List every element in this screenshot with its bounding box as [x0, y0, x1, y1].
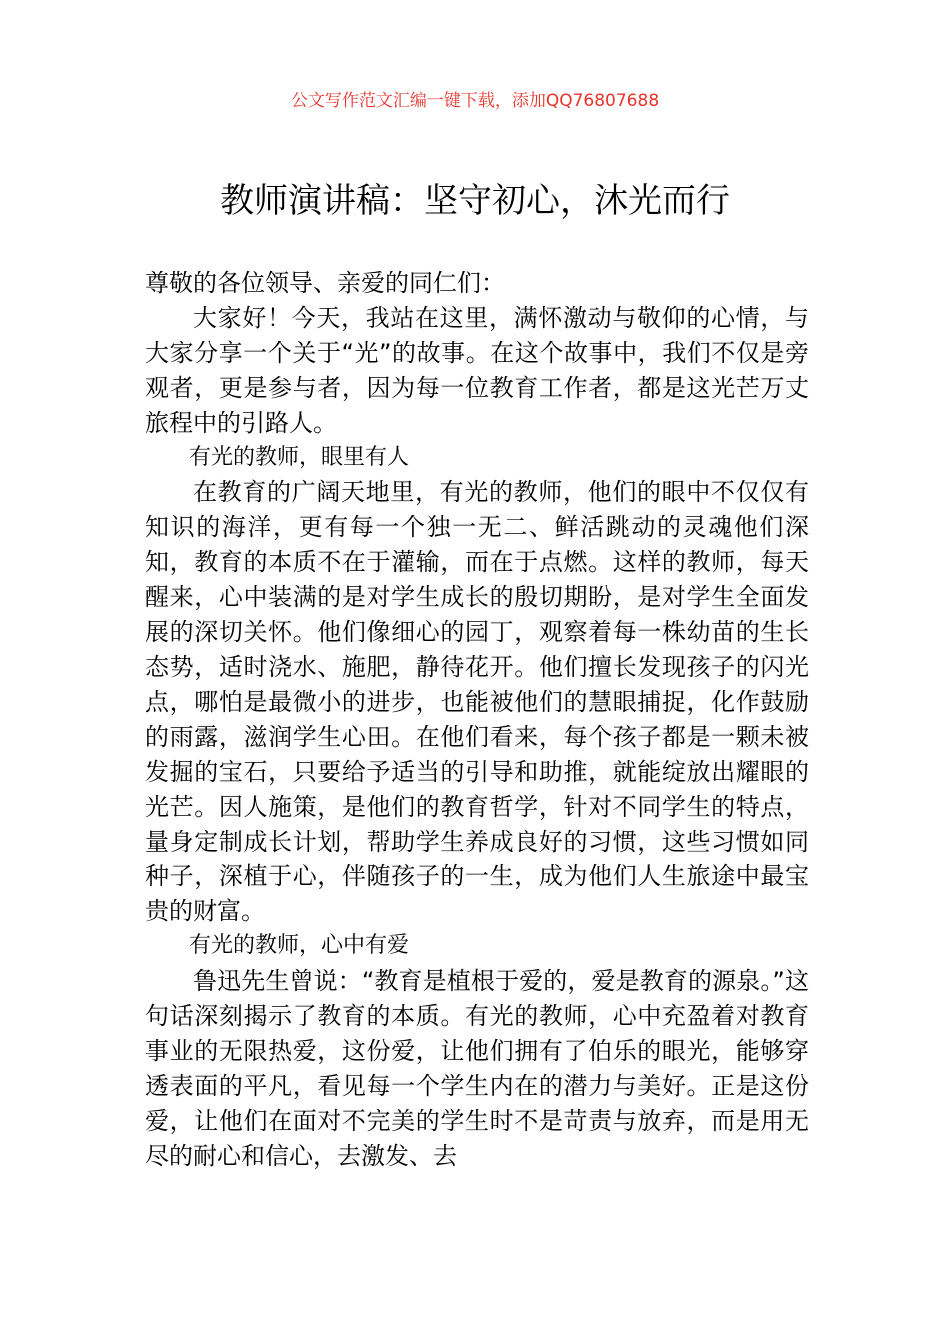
- section-heading-love: 有光的教师，心中有爱: [189, 933, 410, 959]
- document-body: [145, 266, 809, 1174]
- paragraph-love: 鲁迅先生曾说：“教育是植根于爱的，爱是教育的源泉。”这句话深刻揭示了教育的本质。有光的教师，心中充盈着对教育事业的无限热爱，这份爱，让他们拥有了伯乐的眼光，能够穿透表面的平凡，看见每一个学生内在的潜力与美好。正是这份爱，让他们在面对不完美的学生时不是苛责与放弃，而是用无尽的耐心和信心，去激发、去: [145, 967, 809, 1170]
- paragraph-eyes: 在教育的广阔天地里，有光的教师，他们的眼中不仅仅有知识的海洋，更有每一个独一无二、鲜活跳动的灵魂他们深知，教育的本质不在于灌输，而在于点燃。这样的教师，每天醒来，心中装满的是对学生成长的殷切期盼，是对学生全面发展的深切关怀。他们像细心的园丁，观察着每一株幼苗的生长态势，适时浇水、施肥，静待花开。他们擅长发现孩子的闪光点，哪怕是最微小的进步，也能被他们的慧眼捕捉，化作鼓励的雨露，滋润学生心田。在他们看来，每个孩子都是一颗未被发掘的宝石，只要给予适当的引导和助推，就能绽放出耀眼的光芒。因人施策，是他们的教育哲学，针对不同学生的特点，量身定制成长计划，帮助学生养成良好的习惯，这些习惯如同种子，深植于心，伴随孩子的一生，成为他们人生旅途中最宝贵的财富。: [145, 478, 809, 926]
- section-heading-eyes: 有光的教师，眼里有人: [189, 444, 410, 470]
- header-download-note: 公文写作范文汇编一键下载，添加QQ76807688: [290, 91, 660, 111]
- document-title: 教师演讲稿：坚守初心，沐光而行: [220, 181, 730, 221]
- paragraph-greeting: 大家好！今天，我站在这里，满怀激动与敬仰的心情，与大家分享一个关于“光”的故事。在这个故事中，我们不仅是旁观者，更是参与者，因为每一位教育工作者，都是这光芒万丈旅程中的引路人。: [145, 303, 809, 437]
- salutation: 尊敬的各位领导、亲爱的同仁们：: [145, 269, 505, 297]
